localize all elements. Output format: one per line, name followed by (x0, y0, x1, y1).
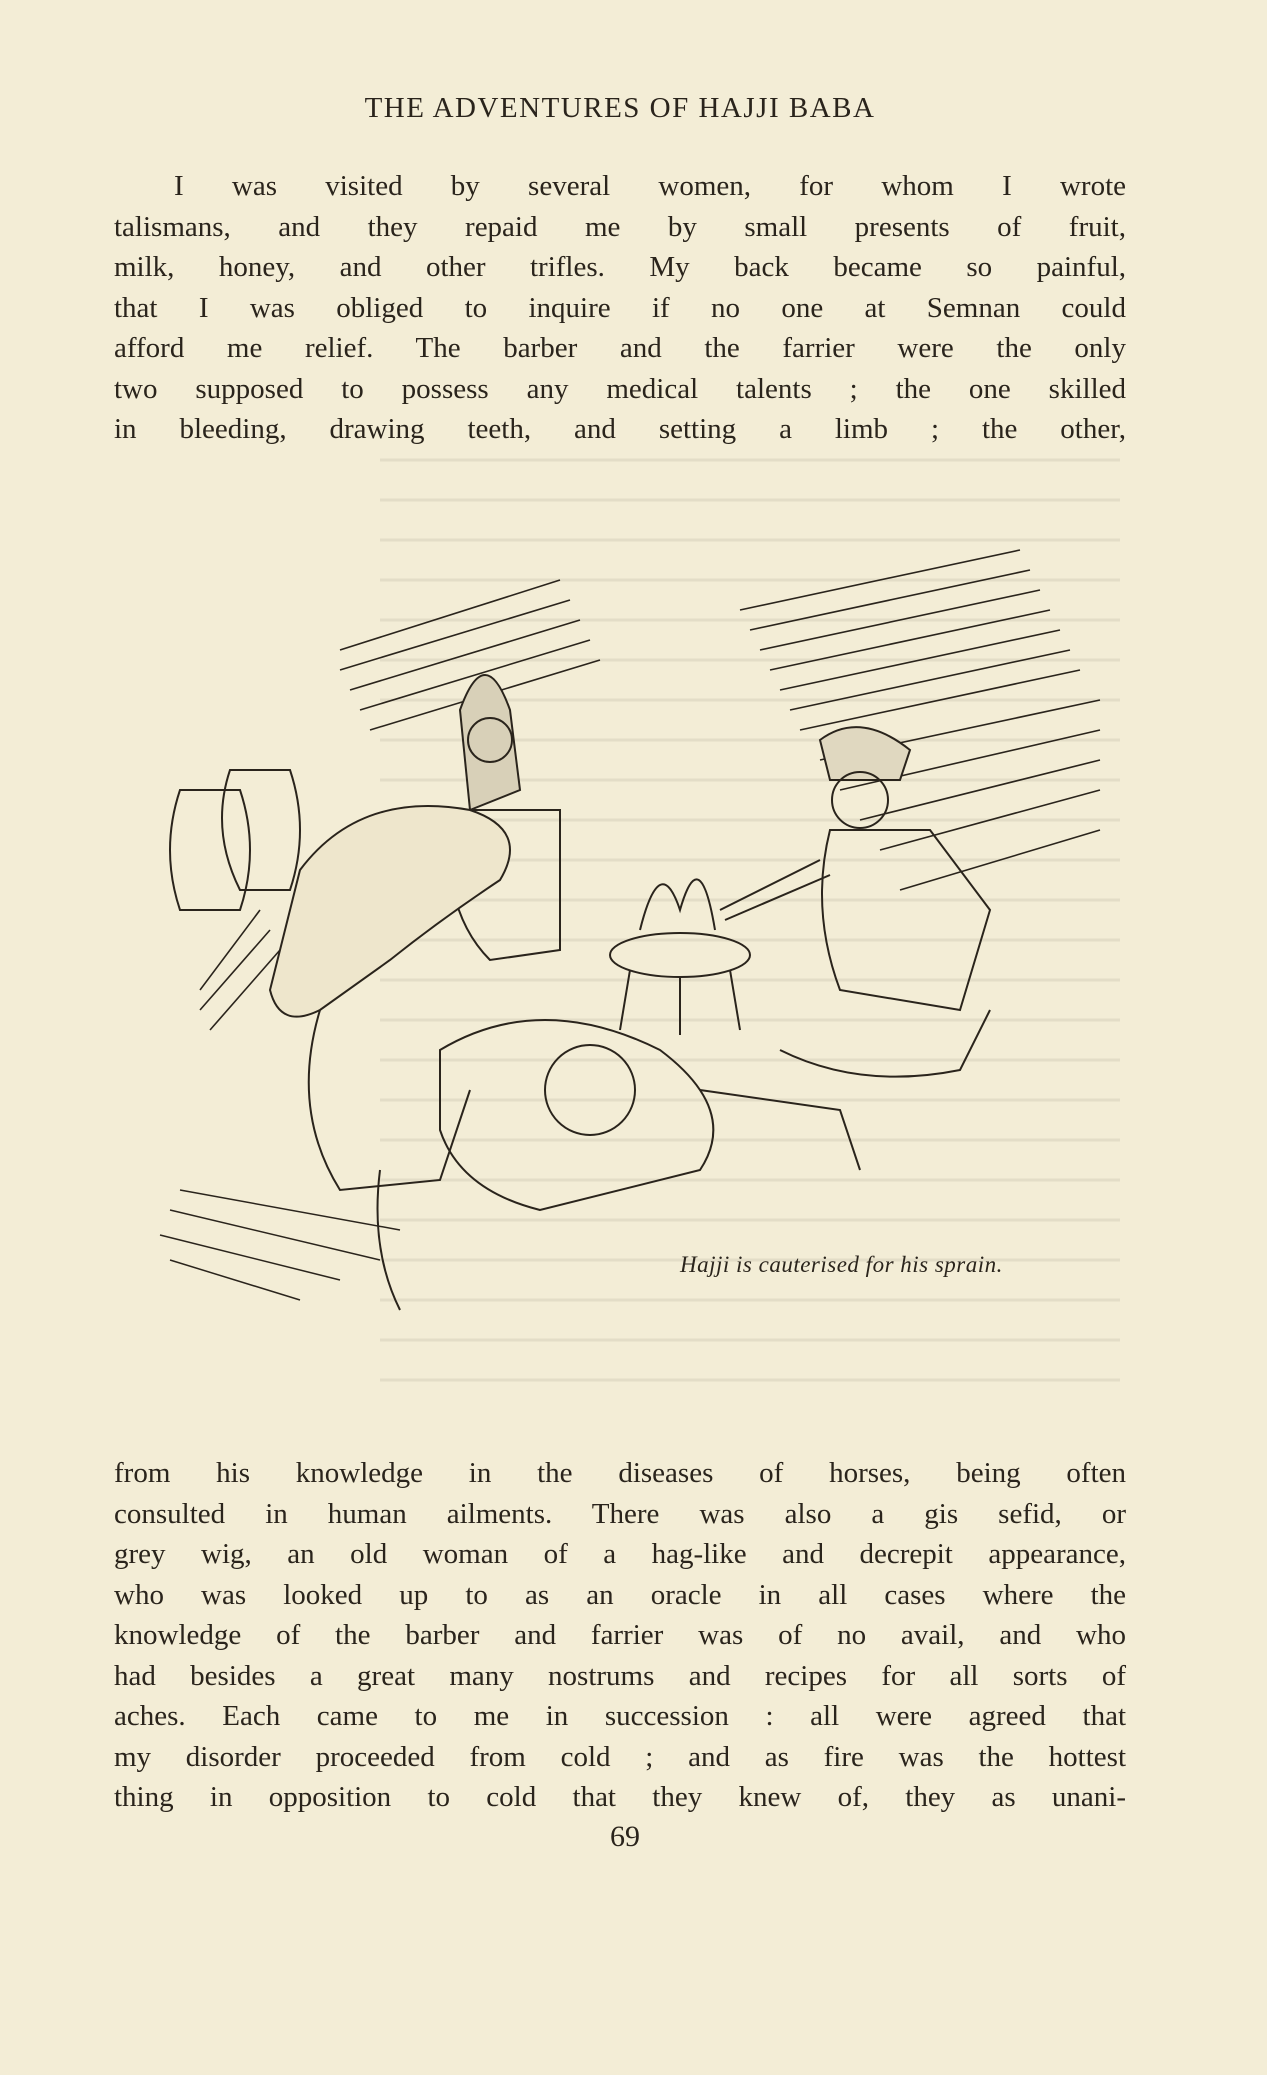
paragraph-bottom (114, 1453, 1126, 1818)
illustration-caption: Hajji is cauterised for his sprain. (680, 1252, 1003, 1277)
text-line: knowledge of the barber and farrier was of no avail, and who (114, 1619, 1126, 1651)
text-line: consulted in human ailments. There was also a gis sefid, or (114, 1497, 1126, 1530)
text-line: thing in opposition to cold that they knew of, they as unani- (114, 1781, 1126, 1813)
running-head: THE ADVENTURES OF HAJJI BABA (364, 92, 876, 124)
text-line: I was visited by several women, for whom I wrote (174, 170, 1126, 202)
paragraph-top (114, 166, 1126, 450)
text-line: that I was obliged to inquire if no one at Semnan could (114, 291, 1126, 324)
text-line: two supposed to possess any medical talents ; the one skilled (114, 372, 1126, 405)
text-line: milk, honey, and other trifles. My back became so painful, (114, 251, 1126, 283)
text-line: had besides a great many nostrums and recipes for all sorts of (114, 1659, 1126, 1692)
text-line: talismans, and they repaid me by small presents of fruit, (114, 210, 1126, 243)
text-line: who was looked up to as an oracle in all cases where the (114, 1578, 1126, 1611)
text-line: aches. Each came to me in succession : all were agreed that (114, 1700, 1126, 1732)
text-line: grey wig, an old woman of a hag-like and decrepit appearance, (114, 1538, 1126, 1570)
text-line: afford me relief. The barber and the farrier were the only (114, 332, 1126, 364)
text-line: from his knowledge in the diseases of horses, being often (114, 1457, 1126, 1489)
page-number: 69 (610, 1820, 640, 1853)
text-line: in bleeding, drawing teeth, and setting a limb ; the other, (114, 413, 1126, 445)
text-line: my disorder proceeded from cold ; and as fire was the hottest (114, 1740, 1126, 1773)
